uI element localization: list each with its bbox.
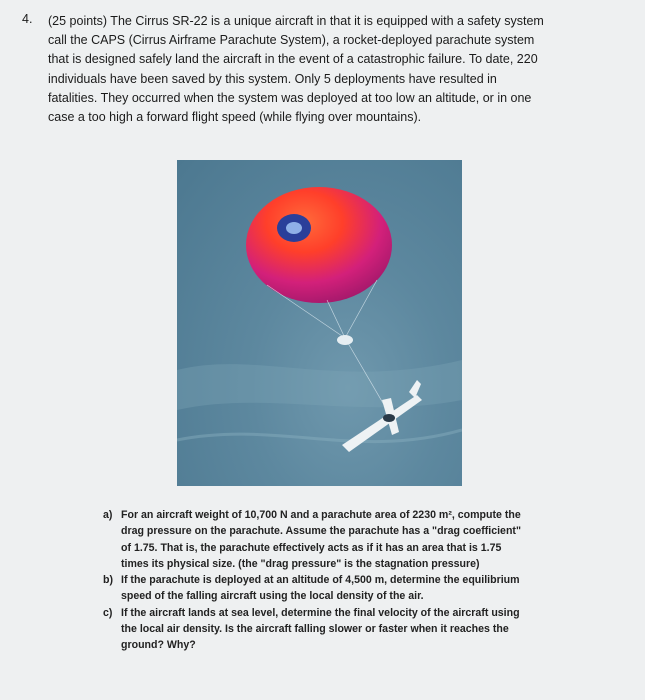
question-intro xyxy=(48,12,544,127)
intro-line: call the CAPS (Cirrus Airframe Parachute System), a rocket-deployed parachute system xyxy=(48,33,535,48)
part-line: the local air density. Is the aircraft falling slower or faster when it reaches the xyxy=(121,623,509,636)
intro-line: that is designed safely land the aircraft in the event of a catastrophic failure. To date, 220 xyxy=(48,52,538,67)
part-a xyxy=(103,507,521,572)
part-line: ground? Why? xyxy=(121,639,196,652)
intro-line: individuals have been saved by this system. Only 5 deployments have resulted in xyxy=(48,71,497,86)
intro-line: case a too high a forward flight speed (while flying over mountains). xyxy=(48,110,422,125)
part-line: If the aircraft lands at sea level, determine the final velocity of the aircraft using xyxy=(121,606,520,619)
part-line: For an aircraft weight of 10,700 N and a parachute area of 2230 m², compute the xyxy=(121,509,521,521)
part-label: a) xyxy=(103,509,113,521)
intro-line: fatalities. They occurred when the system was deployed at too low an altitude, or in one xyxy=(48,90,532,105)
part-line: If the parachute is deployed at an altitude of 4,500 m, determine the equilibrium xyxy=(121,574,520,587)
part-line: drag pressure on the parachute. Assume the parachute has a "drag coefficient" xyxy=(121,525,521,538)
intro-line: (25 points) The Cirrus SR-22 is a unique aircraft in that it is equipped with a safety system xyxy=(48,14,544,28)
part-line: of 1.75. That is, the parachute effectively acts as if it has an area that is 1.75 xyxy=(121,541,502,554)
part-line: speed of the falling aircraft using the local density of the air. xyxy=(121,590,424,603)
part-line: times its physical size. (the "drag pressure" is the stagnation pressure) xyxy=(121,557,480,570)
part-c xyxy=(103,605,521,654)
question-number: 4. xyxy=(22,12,33,26)
question-parts xyxy=(103,507,521,654)
part-label: c) xyxy=(103,606,113,619)
part-label: b) xyxy=(103,574,113,587)
parachute-aircraft-photo xyxy=(177,160,462,486)
part-b xyxy=(103,572,521,605)
